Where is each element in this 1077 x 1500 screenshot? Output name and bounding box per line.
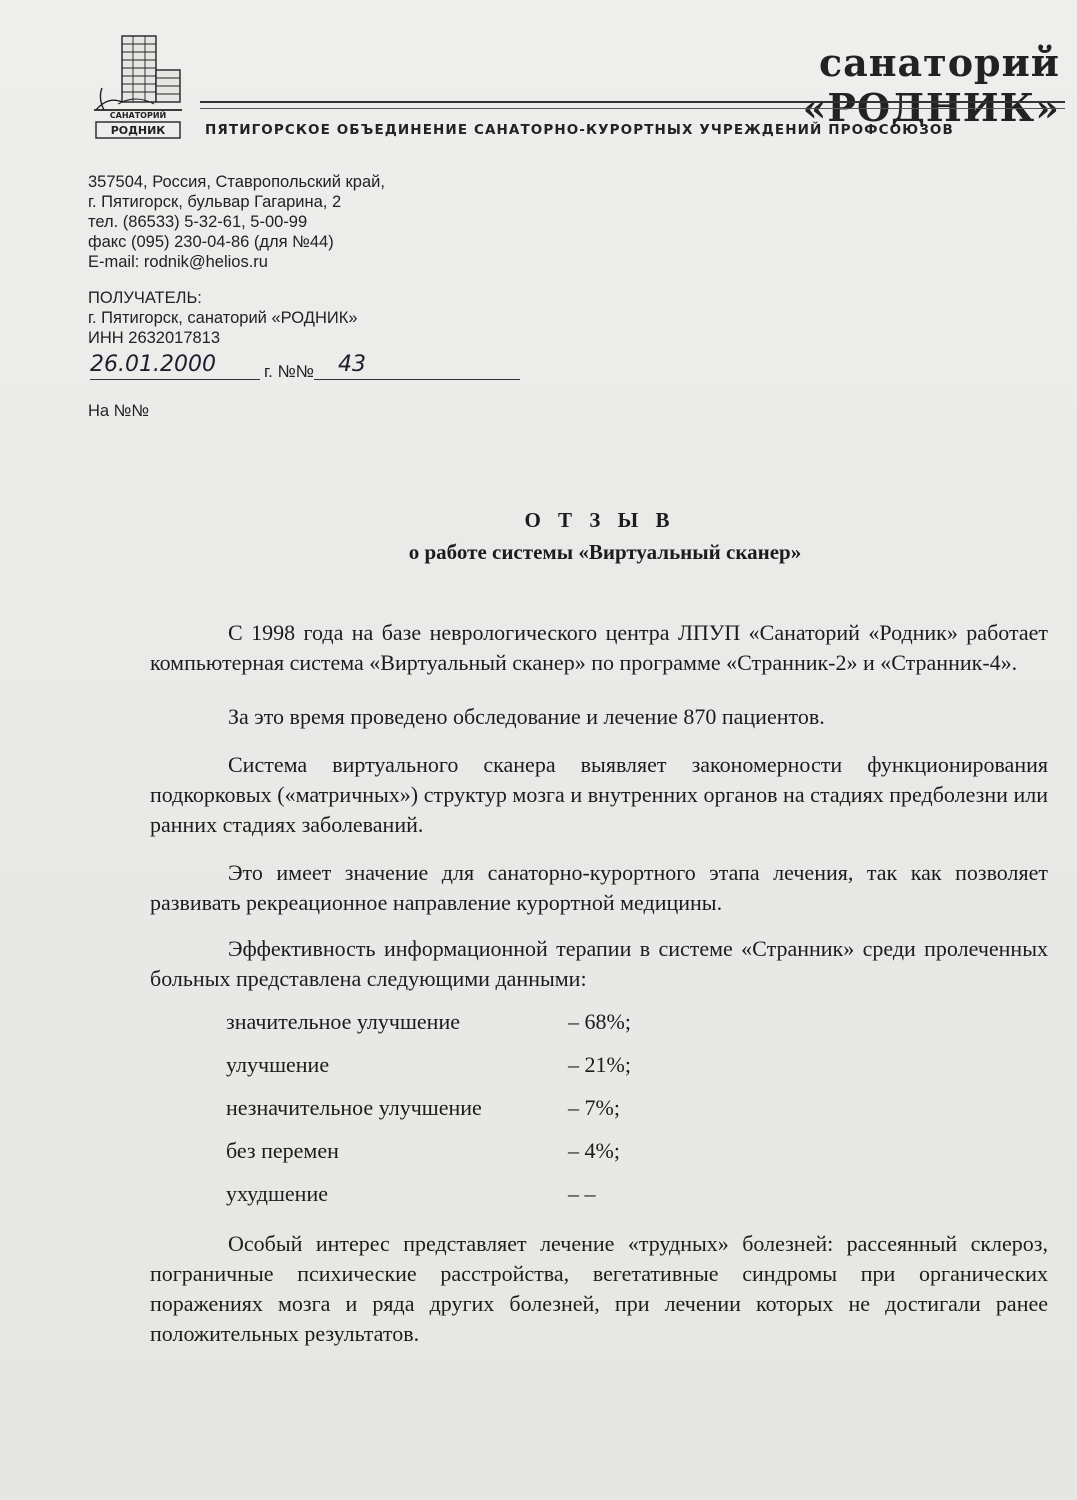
document-title: О Т З Ы В [524, 508, 676, 532]
email-line: E-mail: rodnik@helios.ru [88, 253, 268, 271]
handwritten-number: 43 [314, 352, 520, 380]
result-row [150, 1086, 1048, 1129]
reference-label: На №№ [88, 402, 150, 420]
paragraph: Система виртуального сканера выявляет закономерности функционирования подкорковых («матричных») структур мозга и внутренних органов на стадиях предболезни или ранних стадиях заболеваний. [150, 752, 1048, 837]
sanatorium-logo [88, 30, 186, 142]
result-label: без перемен [226, 1137, 339, 1163]
svg-text:САНАТОРИЙ: САНАТОРИЙ [109, 111, 167, 120]
result-label: незначительное улучшение [226, 1094, 482, 1120]
organization-name: ПЯТИГОРСКОЕ ОБЪЕДИНЕНИЕ САНАТОРНО-КУРОРТНЫХ УЧРЕЖДЕНИЙ ПРОФСОЮЗОВ [205, 122, 954, 138]
result-label: ухудшение [226, 1180, 328, 1206]
result-row [150, 1000, 1048, 1043]
brand-name: санаторий «РОДНИК» [802, 40, 1060, 130]
address-line: г. Пятигорск, бульвар Гагарина, 2 [88, 193, 342, 211]
result-row [150, 1129, 1048, 1172]
result-label: значительное улучшение [226, 1008, 460, 1034]
paragraph: Это имеет значение для санаторно-курортного этапа лечения, так как позволяет развивать рекреационное направление курортной медицины. [150, 860, 1048, 915]
result-value: – 68%; [568, 1008, 631, 1034]
recipient-label: ПОЛУЧАТЕЛЬ: [88, 289, 202, 307]
paragraph: С 1998 года на базе неврологического центра ЛПУП «Санаторий «Родник» работает компьютерная система «Виртуальный сканер» по программе «Странник-2» и «Странник-4». [150, 620, 1048, 675]
recipient-name: г. Пятигорск, санаторий «РОДНИК» [88, 309, 358, 327]
result-value: – 21%; [568, 1051, 631, 1077]
result-row [150, 1172, 1048, 1215]
paragraph: Эффективность информационной терапии в системе «Странник» среди пролеченных больных представлена следующими данными: [150, 936, 1048, 991]
handwritten-date: 26.01.2000 [90, 352, 260, 380]
document-subtitle: о работе системы «Виртуальный сканер» [408, 540, 802, 564]
paragraph: За это время проведено обследование и лечение 870 пациентов. [228, 704, 825, 729]
svg-text:РОДНИК: РОДНИК [110, 124, 166, 137]
phone-line: тел. (86533) 5-32-61, 5-00-99 [88, 213, 308, 231]
recipient-block [88, 288, 358, 348]
header-rule-thin [200, 108, 1065, 109]
address-line: 357504, Россия, Ставропольский край, [88, 173, 385, 191]
result-value: – – [568, 1180, 596, 1206]
closing-paragraph: Особый интерес представляет лечение «трудных» болезней: рассеянный склероз, пограничные психические расстройства, вегетативные синдромы при органических поражениях мозга и ряда других болезней, при лечении которых не достигали ранее положительных результатов. [150, 1231, 1048, 1346]
fax-line: факс (095) 230-04-86 (для №44) [88, 233, 334, 251]
result-row [150, 1043, 1048, 1086]
number-label: г. №№ [264, 362, 315, 381]
sender-address [88, 172, 385, 272]
document-body [150, 618, 1048, 1349]
result-label: улучшение [226, 1051, 330, 1077]
results-list [150, 1000, 1048, 1215]
recipient-inn: ИНН 2632017813 [88, 329, 221, 347]
registration-line [88, 352, 498, 388]
result-value: – 4%; [568, 1137, 620, 1163]
result-value: – 7%; [568, 1094, 620, 1120]
header-rule [200, 101, 1065, 103]
